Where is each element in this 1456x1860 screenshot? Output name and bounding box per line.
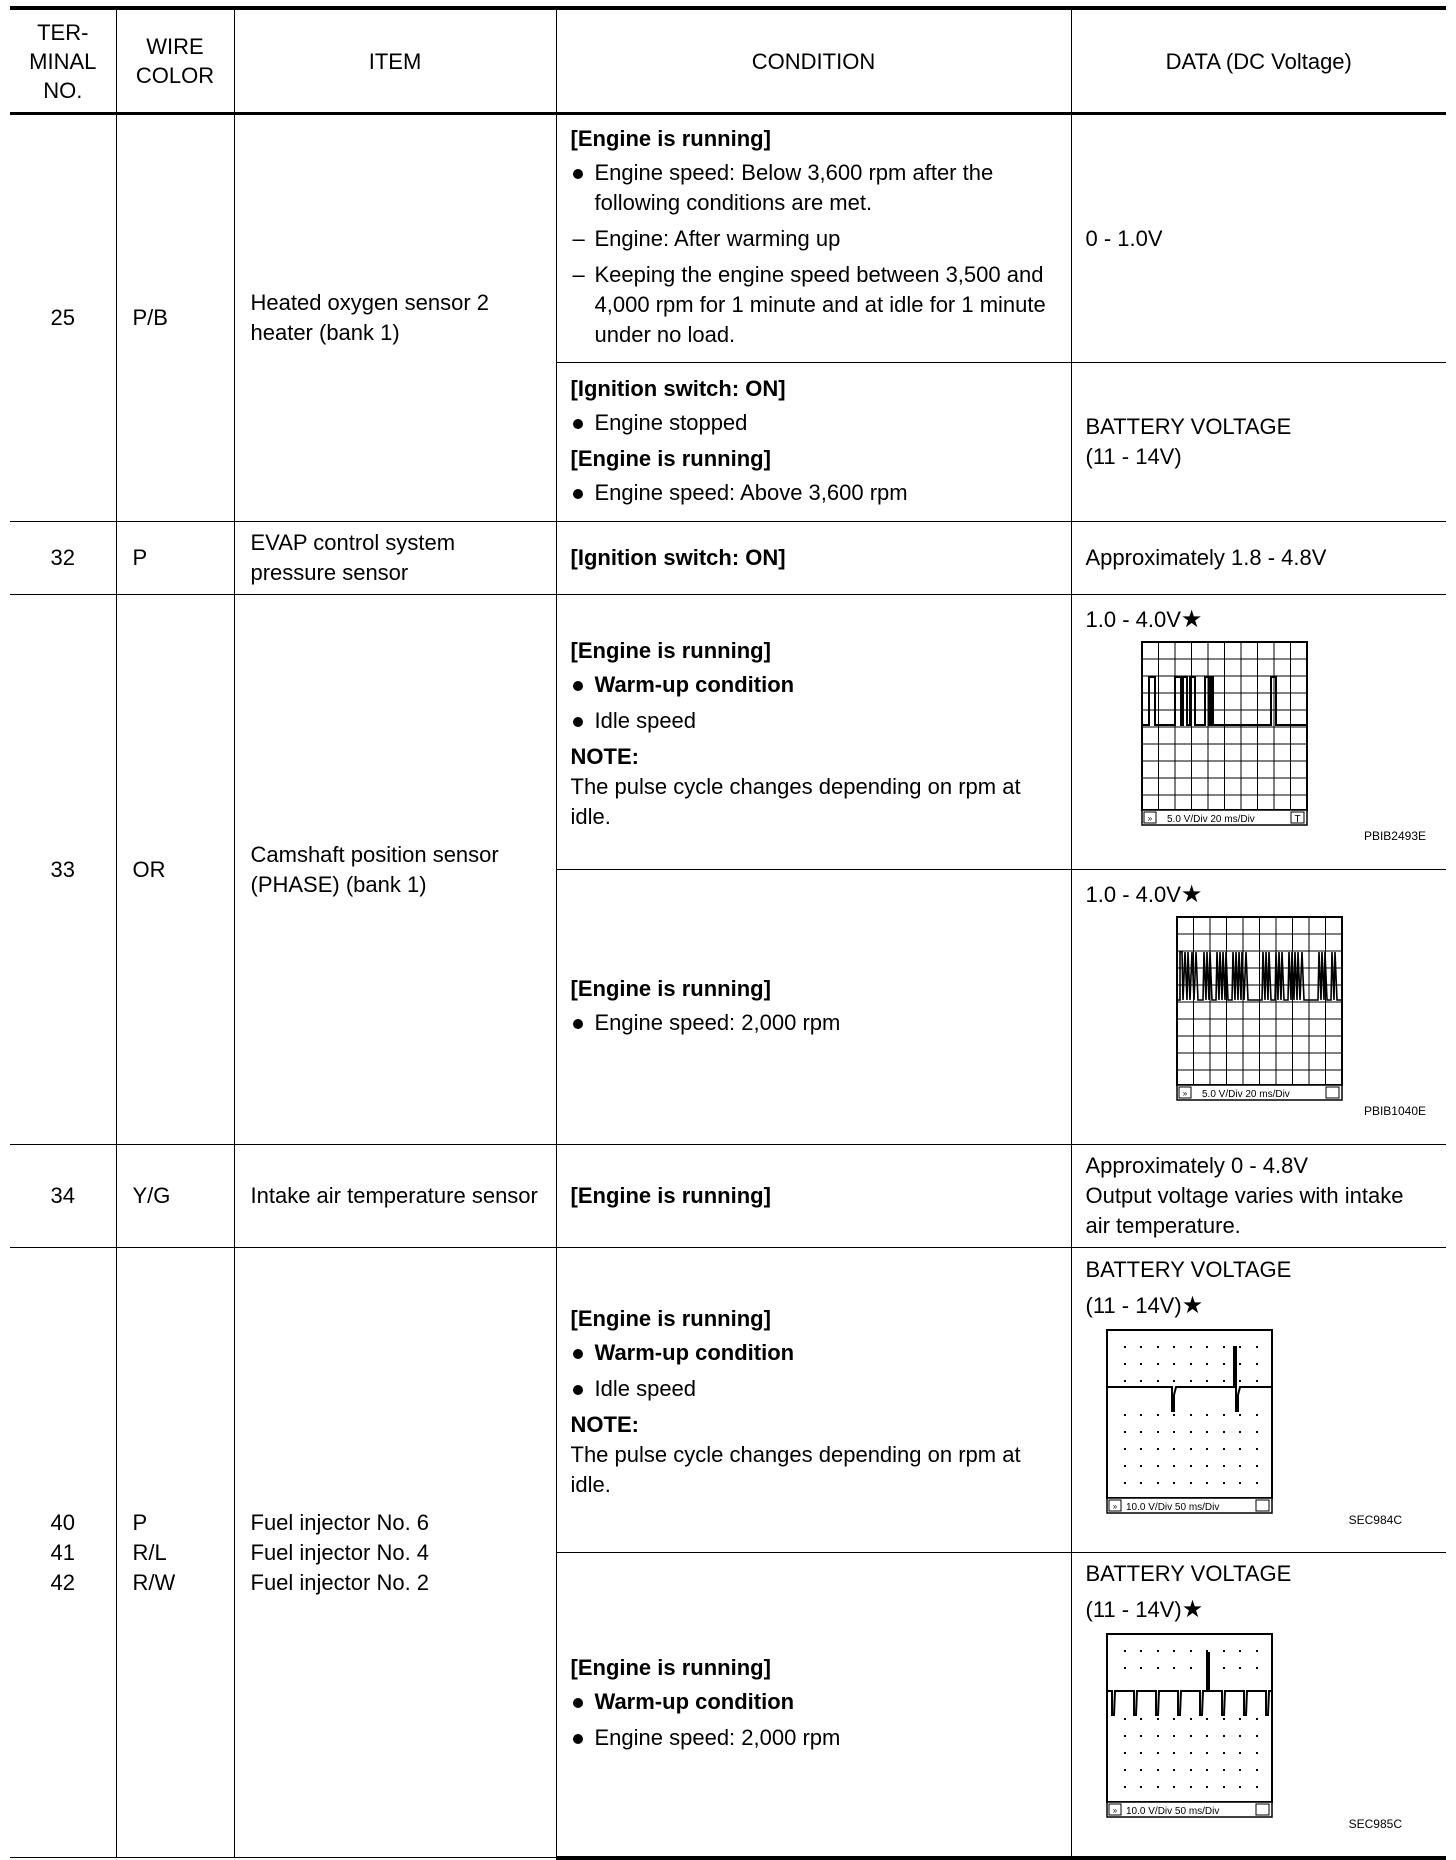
oscilloscope-waveform — [1141, 641, 1311, 826]
trigger-label: T — [1293, 814, 1301, 825]
star-icon: ★ — [1180, 881, 1203, 908]
star-icon: ★ — [1181, 1596, 1204, 1624]
figure-code: PBIB1040E — [1363, 1104, 1426, 1118]
condition-header: [Engine is running] — [570, 1305, 771, 1331]
voltage-value: (11 - 14V) — [1085, 1293, 1182, 1318]
terminal-no: 32 — [10, 522, 116, 595]
wire-color — [116, 1248, 234, 1858]
condition-dash: – Engine: After warming up — [571, 224, 1057, 254]
waveform-block — [1086, 1255, 1433, 1545]
condition-bullet: Engine speed: Below 3,600 rpm after the following conditions are met. — [571, 158, 1057, 218]
data-value — [1086, 1595, 1433, 1625]
condition-cell — [556, 114, 1071, 363]
condition-dash: – Keeping the engine speed between 3,500 and 4,000 rpm for 1 minute and at idle for 1 minute under no load. — [571, 260, 1057, 350]
condition-header: [Engine is running] — [570, 975, 771, 1001]
condition-bullet: Engine stopped — [571, 408, 1057, 438]
oscilloscope-waveform — [1176, 916, 1346, 1101]
header-wire — [116, 8, 234, 114]
header-terminal-line3: NO. — [43, 77, 83, 103]
condition-header: [Engine is running] — [570, 126, 771, 151]
scope-scale: 10.0 V/Div 50 ms/Div — [1125, 1806, 1219, 1818]
note-text: The pulse cycle changes depending on rpm at idle. — [570, 1441, 1021, 1497]
scope-frame — [1107, 1330, 1272, 1498]
condition-header: [Engine is running] — [570, 445, 771, 471]
waveform-block — [1086, 605, 1433, 859]
terminal-no-42: 42 — [50, 1569, 75, 1595]
note-label: NOTE: — [570, 1411, 639, 1437]
wire-color: P/B — [116, 114, 234, 522]
data-value: (11 - 14V) — [1085, 444, 1182, 469]
waveform-block — [1086, 1559, 1433, 1849]
header-terminal-line1: TER- — [37, 19, 89, 45]
data-cell — [1071, 114, 1446, 363]
svg-text:»: » — [1182, 1089, 1187, 1098]
wire-color-41: R/L — [132, 1539, 167, 1565]
condition-header: [Engine is running] — [570, 1182, 771, 1208]
data-value: BATTERY VOLTAGE — [1085, 1561, 1292, 1587]
item-name: Intake air temperature sensor — [234, 1145, 556, 1248]
note-text: The pulse cycle changes depending on rpm at idle. — [570, 773, 1021, 829]
trigger-marker — [1326, 1087, 1339, 1098]
data-cell: Approximately 1.8 - 4.8V — [1071, 522, 1446, 595]
wire-color-40: P — [132, 1509, 148, 1535]
voltage-value: 1.0 - 4.0V — [1085, 882, 1181, 907]
data-cell — [1071, 595, 1446, 870]
condition-bullet: Engine speed: 2,000 rpm — [571, 1723, 1057, 1753]
oscilloscope-waveform — [1106, 1633, 1276, 1818]
table-row — [10, 1248, 1446, 1553]
data-cell — [1071, 870, 1446, 1145]
data-value: BATTERY VOLTAGE — [1085, 1257, 1292, 1282]
header-row — [10, 8, 1446, 114]
data-cell — [1071, 1248, 1446, 1553]
terminal-no: 25 — [10, 114, 116, 522]
condition-bullet: Warm-up condition — [571, 670, 1057, 700]
wire-color: OR — [116, 595, 234, 1145]
header-item: ITEM — [234, 8, 556, 114]
data-value — [1086, 880, 1433, 910]
figure-code: SEC985C — [1348, 1817, 1402, 1832]
svg-text:»: » — [1112, 1806, 1117, 1816]
item-name-42: Fuel injector No. 2 — [250, 1569, 430, 1595]
voltage-value: (11 - 14V) — [1085, 1597, 1182, 1623]
item-name: Heated oxygen sensor 2 heater (bank 1) — [234, 114, 556, 522]
data-note: Output voltage varies with intake air temperature. — [1085, 1183, 1404, 1238]
note-label: NOTE: — [570, 743, 639, 769]
data-value: Approximately 0 - 4.8V — [1085, 1153, 1309, 1178]
header-terminal — [10, 8, 116, 114]
star-icon: ★ — [1181, 1292, 1204, 1319]
oscilloscope-waveform — [1106, 1329, 1276, 1514]
data-value: BATTERY VOLTAGE — [1085, 414, 1292, 439]
item-name-41: Fuel injector No. 4 — [250, 1539, 430, 1565]
condition-cell — [556, 522, 1071, 595]
trigger-marker — [1256, 1500, 1269, 1511]
header-condition: CONDITION — [556, 8, 1071, 114]
condition-header: [Ignition switch: ON] — [570, 544, 786, 570]
figure-code: SEC984C — [1348, 1513, 1402, 1527]
trigger-marker — [1256, 1804, 1269, 1815]
star-icon: ★ — [1180, 606, 1203, 633]
wire-color: P — [116, 522, 234, 595]
terminal-no-40: 40 — [50, 1509, 75, 1535]
condition-cell — [556, 363, 1071, 522]
voltage-value: 1.0 - 4.0V — [1085, 607, 1181, 632]
wire-color-42: R/W — [132, 1569, 176, 1595]
condition-cell — [556, 595, 1071, 870]
data-value — [1086, 1291, 1433, 1321]
scope-scale: 10.0 V/Div 50 ms/Div — [1125, 1502, 1219, 1513]
condition-bullet: Warm-up condition — [571, 1338, 1057, 1368]
table-row — [10, 114, 1446, 363]
svg-text:»: » — [1112, 1502, 1117, 1511]
terminal-no — [10, 1248, 116, 1858]
item-name: EVAP control system pressure sensor — [234, 522, 556, 595]
table-row — [10, 595, 1446, 870]
wire-color: Y/G — [116, 1145, 234, 1248]
condition-bullet: Idle speed — [571, 706, 1057, 736]
item-name-40: Fuel injector No. 6 — [250, 1509, 430, 1535]
condition-header: [Engine is running] — [570, 637, 771, 663]
header-wire-line1: WIRE — [146, 34, 204, 59]
condition-cell — [556, 1553, 1071, 1858]
svg-text:»: » — [1147, 814, 1152, 823]
condition-bullet: Warm-up condition — [571, 1687, 1057, 1717]
terminal-data-table — [10, 6, 1446, 1860]
condition-bullet: Engine speed: 2,000 rpm — [571, 1008, 1057, 1038]
scope-scale: 5.0 V/Div 20 ms/Div — [1201, 1089, 1290, 1100]
condition-header: [Ignition switch: ON] — [570, 375, 786, 401]
header-terminal-line2: MINAL — [29, 48, 97, 74]
data-cell — [1071, 1553, 1446, 1858]
table-row — [10, 1145, 1446, 1248]
header-data: DATA (DC Voltage) — [1071, 8, 1446, 114]
condition-bullet: Idle speed — [571, 1374, 1057, 1404]
table-row — [10, 522, 1446, 595]
header-wire-line2: COLOR — [135, 63, 215, 88]
item-name — [234, 1248, 556, 1858]
data-value — [1086, 605, 1433, 635]
scope-scale: 5.0 V/Div 20 ms/Div — [1166, 814, 1255, 825]
data-cell — [1071, 1145, 1446, 1248]
condition-cell — [556, 870, 1071, 1145]
condition-header: [Engine is running] — [570, 1654, 771, 1680]
waveform-block — [1086, 880, 1433, 1134]
terminal-no-41: 41 — [50, 1539, 75, 1565]
terminal-no: 33 — [10, 595, 116, 1145]
condition-cell — [556, 1248, 1071, 1553]
item-name: Camshaft position sensor (PHASE) (bank 1) — [234, 595, 556, 1145]
data-value: 0 - 1.0V — [1085, 225, 1163, 251]
condition-cell — [556, 1145, 1071, 1248]
scope-frame — [1107, 1634, 1272, 1802]
condition-bullet: Engine speed: Above 3,600 rpm — [571, 478, 1057, 508]
terminal-no: 34 — [10, 1145, 116, 1248]
data-cell — [1071, 363, 1446, 522]
figure-code: PBIB2493E — [1363, 829, 1426, 843]
